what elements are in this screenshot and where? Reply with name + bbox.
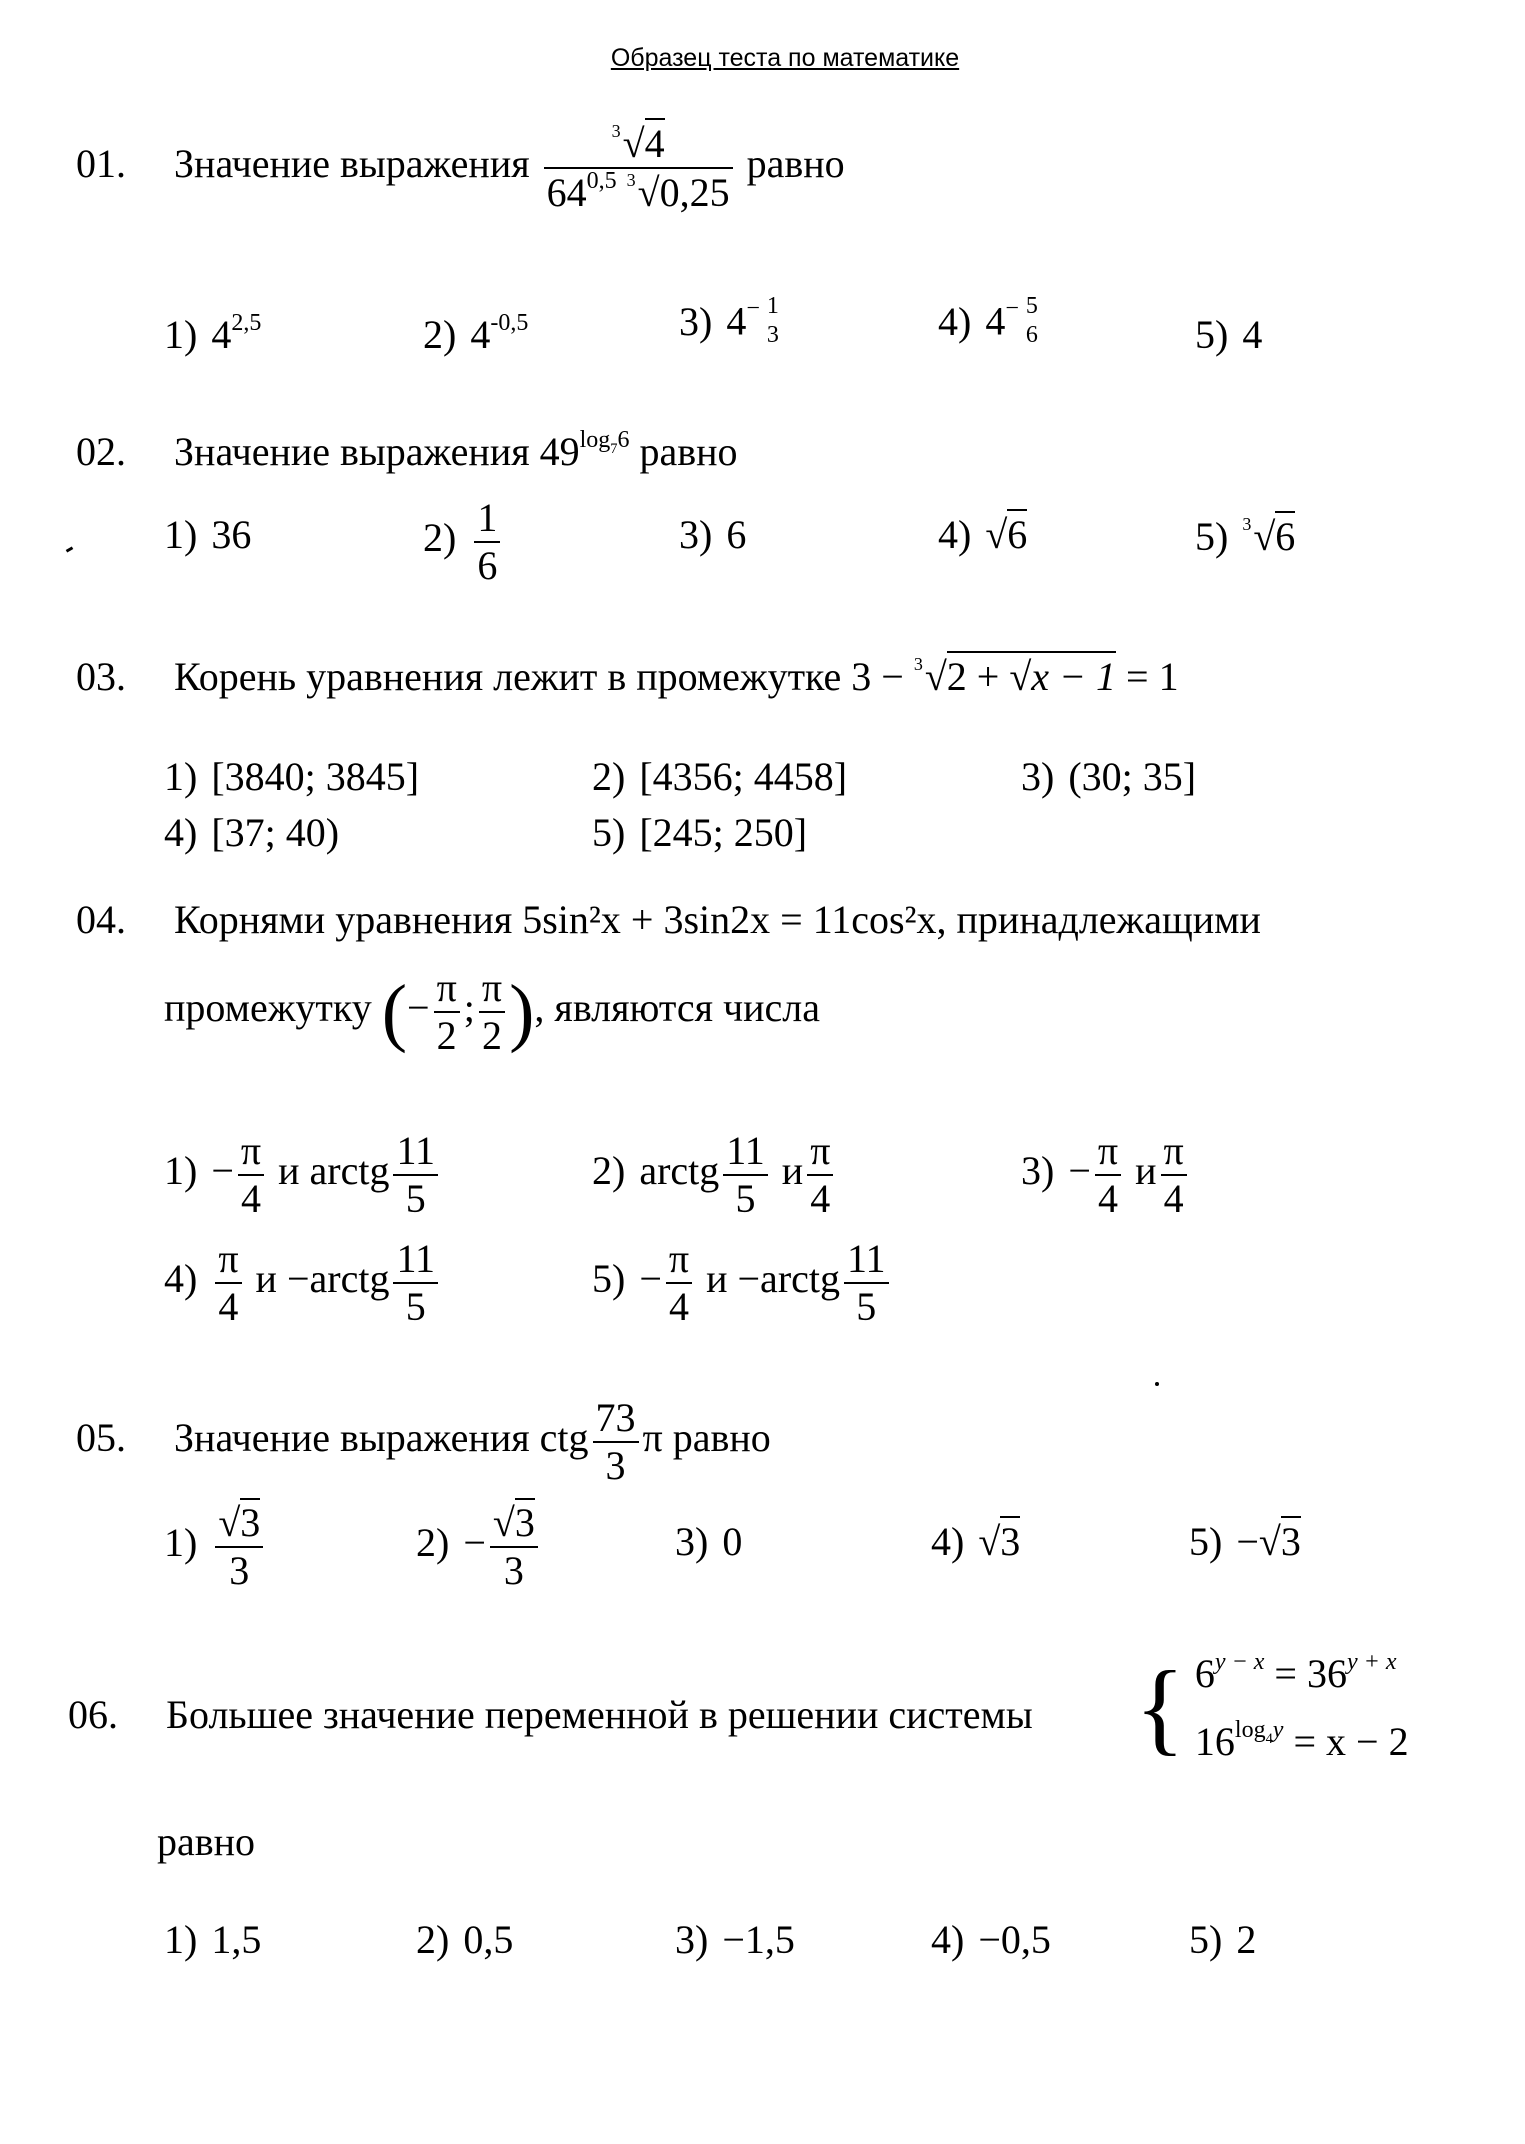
math-fragment: 6 (1007, 509, 1027, 557)
math-fragment: { (1135, 1650, 1185, 1765)
math-fragment: 3) (679, 512, 713, 557)
math-fragment: − (407, 985, 430, 1031)
math-fragment: 5) (592, 810, 626, 855)
math-fragment (947, 651, 1116, 699)
math-fragment: √ (1258, 1519, 1281, 1564)
answer-option[interactable] (164, 1500, 267, 1594)
answer-option[interactable] (592, 754, 848, 799)
math-fragment: 3 (605, 1443, 626, 1488)
math-fragment (490, 1500, 538, 1548)
question-number: 01. (76, 140, 126, 186)
math-fragment: 2 (436, 1013, 457, 1058)
cube-root (612, 121, 665, 166)
question-text: Большее значение переменной в решении системы (166, 1692, 1033, 1737)
math-fragment: 6 (1025, 322, 1038, 349)
math-fragment: 1) (164, 1917, 198, 1962)
question-text: Корень уравнения лежит в промежутке (174, 653, 842, 699)
math-fragment: π (479, 965, 505, 1013)
math-fragment: 3 (1242, 514, 1252, 534)
math-fragment: √ (978, 1519, 1001, 1564)
math-fragment: промежутку (164, 985, 372, 1031)
math-fragment: 5) (1189, 1519, 1223, 1564)
answer-option[interactable] (164, 512, 252, 557)
answer-option[interactable] (1195, 312, 1263, 357)
math-fragment: √ (985, 512, 1008, 557)
math-fragment: y + x (1346, 1649, 1397, 1675)
math-fragment: 3 (766, 322, 779, 349)
math-fragment: 3) (675, 1519, 709, 1564)
answer-option[interactable] (592, 810, 808, 855)
math-fragment (479, 965, 505, 1059)
answer-option[interactable] (679, 512, 747, 557)
question-number: 02. (76, 429, 126, 474)
math-fragment: 4 (668, 1284, 689, 1329)
question-05 (76, 1395, 771, 1489)
math-fragment (215, 1236, 241, 1330)
math-fragment: −0,5 (978, 1917, 1051, 1962)
answer-option[interactable] (931, 1917, 1051, 1962)
math-fragment (978, 1516, 1020, 1564)
answer-option[interactable] (1189, 1519, 1301, 1564)
question-06-tail: равно (157, 1819, 256, 1864)
question-text: Значение выражения (174, 429, 530, 474)
math-fragment: 2 (1236, 1917, 1257, 1962)
math-fragment: 5 (405, 1284, 426, 1329)
math-fragment (844, 1236, 889, 1330)
math-fragment: 0,5 (586, 167, 617, 194)
answer-option[interactable] (675, 1519, 743, 1564)
math-fragment: −arctg (286, 1256, 390, 1302)
math-fragment: 11 (393, 1236, 438, 1284)
math-fragment (544, 120, 733, 169)
math-fragment (434, 965, 460, 1059)
math-fragment: 73 (593, 1395, 639, 1443)
math-fragment: y (1272, 1717, 1284, 1743)
math-fragment (1242, 514, 1295, 559)
question-06 (68, 1692, 1033, 1737)
math-fragment (238, 1128, 264, 1222)
math-fragment: 0,5 (463, 1917, 514, 1962)
math-fragment: − (1005, 295, 1019, 322)
math-fragment: [37; 40) (211, 810, 340, 855)
math-fragment: √ (622, 120, 645, 166)
math-fragment: ; (463, 985, 475, 1031)
math-fragment (593, 1395, 639, 1489)
math-fragment: π (1095, 1128, 1121, 1176)
math-fragment: 6 (617, 427, 630, 453)
math-fragment: 1 (474, 495, 500, 543)
math-fragment: 1) (164, 512, 198, 557)
math-fragment: √ (492, 1500, 515, 1545)
math-fragment: − (746, 295, 760, 322)
answer-option[interactable] (938, 292, 1045, 350)
math-fragment: 11 (723, 1128, 768, 1176)
math-fragment: arctg (309, 1148, 390, 1194)
math-fragment: и (255, 1256, 277, 1302)
math-fragment: −arctg (737, 1256, 840, 1302)
question-04-line2 (164, 965, 820, 1059)
math-fragment: 2) (423, 312, 457, 357)
math-fragment: 3 (503, 1548, 524, 1593)
answer-option[interactable] (423, 495, 504, 589)
math-fragment: 4 (645, 118, 665, 166)
math-fragment: и (1135, 1148, 1157, 1194)
math-fragment: 16 (1194, 1719, 1235, 1764)
math-fragment: 64 (546, 169, 587, 215)
math-fragment: 3 (229, 1548, 250, 1593)
math-fragment: 1,5 (211, 1917, 262, 1962)
math-fragment: 4) (931, 1519, 965, 1564)
math-fragment: y − x (1214, 1649, 1265, 1675)
math-fragment (579, 427, 630, 457)
math-fragment: 5) (1189, 1917, 1223, 1962)
math-fragment: 4 (211, 312, 232, 357)
math-fragment: π (666, 1236, 692, 1284)
answer-option[interactable] (931, 1519, 1021, 1564)
math-fragment (1195, 1640, 1409, 1776)
math-fragment: − (463, 1520, 486, 1566)
math-fragment: 5) (1195, 513, 1229, 559)
question-text: Значение выражения (174, 140, 530, 186)
math-fragment: 4 (726, 298, 747, 344)
math-fragment (215, 1500, 263, 1548)
math-fragment: 4 (1097, 1176, 1118, 1221)
math-fragment: 4 (218, 1284, 239, 1329)
question-01 (76, 120, 845, 216)
math-fragment: 4) (931, 1917, 965, 1962)
math-fragment: 2) (416, 1520, 450, 1566)
answer-option[interactable] (164, 810, 340, 855)
math-fragment: 11 (393, 1128, 438, 1176)
math-fragment: 3 (913, 654, 923, 674)
question-02 (76, 427, 738, 474)
math-fragment: 49 (539, 429, 580, 474)
math-fragment (807, 1128, 833, 1222)
math-fragment: π (1161, 1128, 1187, 1176)
math-fragment: 2,5 (231, 310, 262, 336)
math-fragment: 4) (938, 512, 972, 557)
math-fragment (490, 1500, 538, 1594)
math-fragment: √ (637, 169, 660, 215)
cube-root (627, 170, 730, 215)
page-title: Образец теста по математике (610, 44, 960, 72)
math-fragment: 4 (1242, 312, 1263, 357)
math-fragment: 2) (416, 1917, 450, 1962)
math-fragment: 4 (985, 298, 1006, 344)
math-fragment: π (434, 965, 460, 1013)
math-fragment (985, 509, 1027, 557)
math-fragment: 11 (844, 1236, 889, 1284)
math-fragment: x − 1 (1031, 651, 1116, 699)
math-fragment: √ (1009, 653, 1032, 699)
math-fragment: π равно (642, 1415, 771, 1461)
math-fragment: 3) (1021, 1148, 1055, 1194)
math-fragment (1023, 292, 1041, 350)
math-fragment: 0,25 (660, 167, 730, 215)
math-fragment: 4) (164, 1256, 198, 1302)
math-fragment: arctg (639, 1148, 720, 1194)
answer-option[interactable] (592, 1128, 837, 1222)
math-fragment: ) (509, 970, 535, 1054)
stray-dot (1155, 1382, 1159, 1386)
math-fragment (666, 1236, 692, 1330)
math-fragment: [245; 250] (639, 810, 808, 855)
math-fragment (474, 495, 500, 589)
math-fragment: 2) (592, 754, 626, 799)
math-fragment: 3 (626, 169, 636, 190)
answer-option[interactable] (675, 1917, 795, 1962)
math-fragment: 6 (1275, 511, 1295, 559)
math-fragment: 6 (1194, 1651, 1215, 1696)
math-fragment: 3 (240, 1500, 261, 1545)
math-fragment: = 36 (1274, 1651, 1347, 1696)
math-fragment: равно (639, 429, 738, 474)
answer-option[interactable] (423, 310, 529, 357)
math-fragment: 3) (1021, 754, 1055, 799)
math-fragment: √ (218, 1500, 241, 1545)
math-fragment: и (781, 1148, 804, 1194)
question-number: 04. (76, 897, 126, 942)
answer-option[interactable] (592, 1236, 893, 1330)
math-fragment: 6 (477, 543, 498, 588)
math-fragment: 3 − (851, 653, 904, 699)
math-fragment: − (639, 1256, 662, 1302)
math-fragment: 2) (592, 1148, 626, 1194)
math-fragment: 5 (1025, 293, 1038, 319)
math-fragment: π (807, 1128, 833, 1176)
answer-option[interactable] (164, 310, 262, 357)
math-fragment: 3 (514, 1500, 535, 1545)
answer-option[interactable] (1195, 515, 1295, 557)
answer-option[interactable] (1189, 1917, 1257, 1962)
math-fragment: = 1 (1126, 653, 1179, 699)
math-fragment: 1) (164, 1148, 198, 1194)
math-fragment: 1) (164, 754, 198, 799)
math-fragment: , являются числа (534, 985, 821, 1031)
math-fragment: (30; 35] (1068, 754, 1197, 799)
math-fragment: 4 (240, 1176, 261, 1221)
math-fragment (723, 1128, 768, 1222)
math-fragment: 2) (423, 515, 457, 561)
answer-option[interactable] (938, 512, 1028, 557)
math-fragment: − (211, 1148, 234, 1194)
stray-mark (66, 546, 74, 552)
math-fragment: 4) (164, 810, 198, 855)
answer-option[interactable] (164, 1917, 262, 1962)
math-fragment: √ (924, 653, 947, 699)
math-fragment: 3) (675, 1917, 709, 1962)
math-fragment: π (238, 1128, 264, 1176)
math-fragment: 5) (1195, 312, 1229, 357)
math-fragment: 3) (679, 298, 713, 344)
math-fragment: 4 (470, 312, 491, 357)
math-fragment (215, 1500, 263, 1594)
question-03 (76, 655, 1179, 697)
answer-option[interactable] (164, 1128, 442, 1222)
math-fragment (1195, 1640, 1409, 1708)
math-fragment: 6 (726, 512, 747, 557)
math-fragment: 7 (610, 440, 618, 457)
answer-option[interactable] (1021, 1128, 1191, 1222)
question-text: Корнями уравнения 5sin²x + 3sin2x = 11cos²x, принадлежащими (174, 897, 1261, 942)
math-fragment: 0 (722, 1519, 743, 1564)
math-fragment: log (1234, 1717, 1266, 1743)
math-fragment: 1) (164, 1520, 198, 1566)
math-fragment: 4 (1163, 1176, 1184, 1221)
math-fragment: 4 (810, 1176, 831, 1221)
math-fragment (393, 1236, 438, 1330)
math-fragment (1259, 1516, 1301, 1564)
math-fragment (1161, 1128, 1187, 1222)
math-fragment (393, 1128, 438, 1222)
math-fragment: [4356; 4458] (639, 754, 848, 799)
math-fragment (1095, 1128, 1121, 1222)
math-fragment: 3 (611, 121, 621, 141)
question-text: Значение выражения ctg (174, 1415, 589, 1461)
math-fragment: и (278, 1148, 300, 1194)
answer-option[interactable] (416, 1917, 514, 1962)
math-fragment: log (579, 427, 611, 453)
question-number: 03. (76, 653, 126, 699)
answer-option[interactable] (679, 292, 786, 350)
expression-fraction (544, 120, 733, 216)
math-fragment: и (706, 1256, 728, 1302)
answer-option[interactable] (416, 1500, 542, 1594)
math-fragment: 1) (164, 312, 198, 357)
math-fragment: 5 (405, 1176, 426, 1221)
math-fragment: − (1236, 1519, 1259, 1564)
equation-system (1135, 1640, 1409, 1776)
question-number: 06. (68, 1692, 118, 1737)
math-fragment: − (1068, 1148, 1091, 1194)
question-04 (76, 897, 1261, 942)
question-tail: равно (746, 140, 845, 186)
answer-option[interactable] (1021, 754, 1197, 799)
math-fragment: √ (1253, 513, 1276, 559)
math-fragment: = x − 2 (1293, 1719, 1409, 1764)
math-fragment: [3840; 3845] (211, 754, 420, 799)
answer-option[interactable] (164, 754, 420, 799)
math-fragment: 3 (1281, 1516, 1301, 1564)
math-fragment: 1 (766, 293, 779, 319)
math-fragment: −1,5 (722, 1917, 795, 1962)
math-fragment: 5) (592, 1256, 626, 1302)
math-fragment: 36 (211, 512, 252, 557)
question-number: 05. (76, 1415, 126, 1461)
math-fragment: 4) (938, 298, 972, 344)
math-fragment: 2 + (946, 653, 1000, 699)
math-fragment: 2 (482, 1013, 502, 1058)
math-fragment: -0,5 (490, 310, 529, 336)
answer-option[interactable] (164, 1236, 442, 1330)
math-fragment (764, 292, 782, 350)
math-fragment: 5 (735, 1176, 756, 1221)
math-fragment (544, 169, 733, 216)
math-fragment (914, 654, 1116, 699)
math-fragment: 3 (1000, 1516, 1020, 1564)
math-fragment: ( (381, 970, 408, 1054)
math-fragment: 4 (1265, 1730, 1273, 1747)
math-fragment: 5 (856, 1284, 877, 1329)
math-fragment: π (215, 1236, 241, 1284)
math-fragment (1234, 1717, 1284, 1747)
math-fragment (1195, 1708, 1409, 1776)
